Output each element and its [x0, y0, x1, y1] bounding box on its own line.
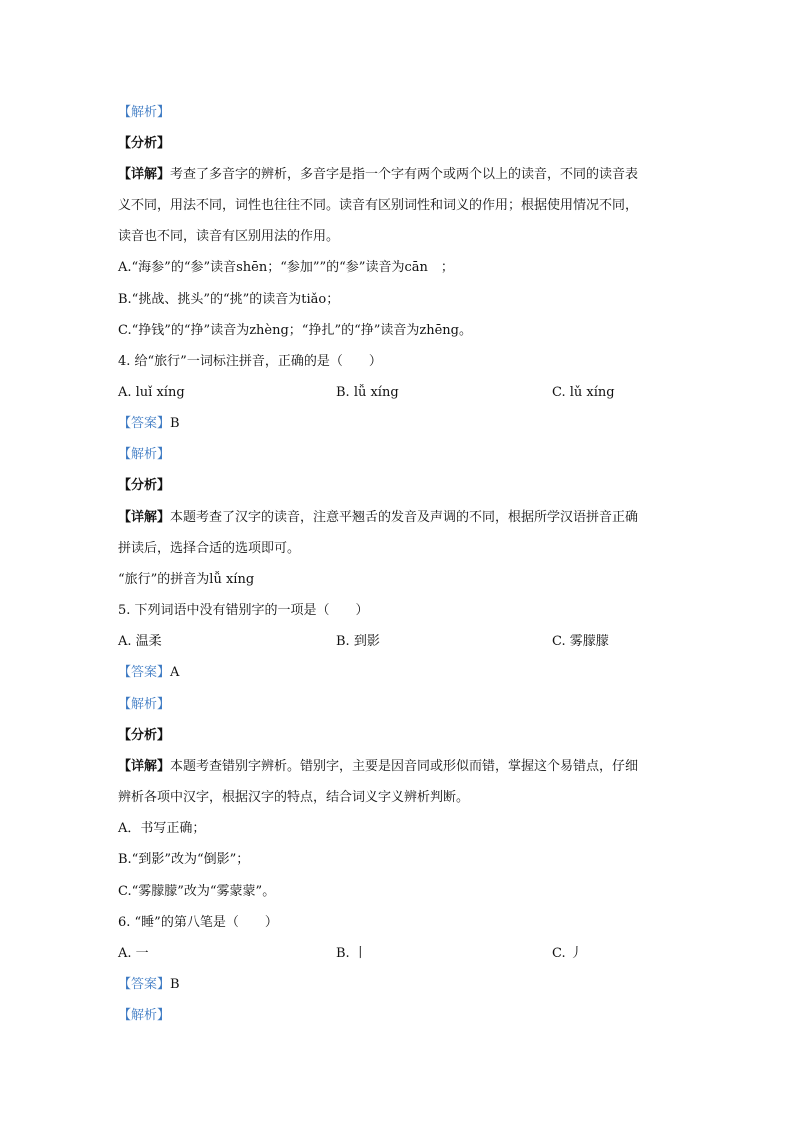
- q4-detail-line-3: “旅行”的拼音为lǚ xíng: [118, 572, 255, 587]
- q5-detail-line-2: 辨析各项中汉字，根据汉字的特点，结合词义字义辨析判断。: [118, 790, 470, 805]
- q5-explain-c: C.“雾朦朦”改为“雾蒙蒙”。: [118, 884, 276, 899]
- q3-fenxi-tag: 【分析】: [118, 136, 171, 151]
- q5-fenxi-tag: 【分析】: [118, 728, 171, 743]
- q3-explain-b: B.“挑战、挑头”的“挑”的读音为tiǎo；: [118, 292, 340, 307]
- q6-option-a: A. 一: [118, 946, 149, 961]
- q6-analysis-tag: 【解析】: [118, 1008, 171, 1023]
- q4-option-b: B. lǚ xíng: [336, 385, 399, 400]
- q3-detail-line-1: [118, 166, 638, 184]
- q4-question: 4. 给“旅行”一词标注拼音，正确的是（ ）: [118, 354, 382, 369]
- q4-answer-line: [118, 415, 180, 433]
- q3-detail-line-3: 读音也不同，读音有区别用法的作用。: [118, 229, 340, 244]
- q4-detail-text-1: 本题考查了汉字的读音，注意平翘舌的发音及声调的不同，根据所学汉语拼音正确: [170, 510, 639, 525]
- q4-answer-tag: 【答案】: [118, 416, 171, 431]
- q4-detail-line-1: [118, 509, 638, 527]
- q5-question: 5. 下列词语中没有错别字的一项是（ ）: [118, 603, 369, 618]
- q6-option-c: C. 丿: [552, 946, 583, 961]
- q5-answer-line: [118, 664, 179, 682]
- q3-analysis-tag: 【解析】: [118, 105, 171, 120]
- q5-option-a: A. 温柔: [118, 634, 162, 649]
- q4-option-c: C. lǔ xíng: [552, 385, 615, 400]
- q5-answer: A: [170, 665, 180, 680]
- q4-answer: B: [170, 416, 180, 431]
- q6-answer-line: [118, 976, 180, 994]
- q5-explain-a: A．书写正确；: [118, 821, 206, 836]
- q5-analysis-tag: 【解析】: [118, 697, 171, 712]
- q4-option-a: A. luǐ xíng: [118, 385, 185, 400]
- q4-detail-tag: 【详解】: [118, 510, 171, 525]
- q5-option-c: C. 雾朦朦: [552, 634, 609, 649]
- q5-detail-tag: 【详解】: [118, 759, 171, 774]
- q4-fenxi-tag: 【分析】: [118, 478, 171, 493]
- q6-question: 6. “睡”的第八笔是（ ）: [118, 915, 278, 930]
- q5-detail-text-1: 本题考查错别字辨析。错别字，主要是因音同或形似而错，掌握这个易错点，仔细: [170, 759, 639, 774]
- q4-analysis-tag: 【解析】: [118, 447, 171, 462]
- q3-explain-c: C.“挣钱”的“挣”读音为zhèng；“挣扎”的“挣”读音为zhēng。: [118, 323, 473, 338]
- q6-option-b: B. 丨: [336, 946, 367, 961]
- q3-detail-line-2: 义不同，用法不同，词性也往往不同。读音有区别词性和词义的作用；根据使用情况不同，: [118, 198, 639, 213]
- q5-answer-tag: 【答案】: [118, 665, 171, 680]
- q4-detail-line-2: 拼读后，选择合适的选项即可。: [118, 541, 301, 556]
- q6-answer-tag: 【答案】: [118, 977, 171, 992]
- q5-explain-b: B.“到影”改为“倒影”；: [118, 852, 250, 867]
- q3-detail-text-1: 考查了多音字的辨析，多音字是指一个字有两个或两个以上的读音，不同的读音表: [170, 167, 639, 182]
- q3-explain-a: A.“海参”的“参”读音shēn；“参加””的“参”读音为cān ；: [118, 260, 454, 275]
- q5-option-b: B. 到影: [336, 634, 380, 649]
- q5-detail-line-1: [118, 758, 638, 776]
- q6-answer: B: [170, 977, 180, 992]
- q3-detail-tag: 【详解】: [118, 167, 171, 182]
